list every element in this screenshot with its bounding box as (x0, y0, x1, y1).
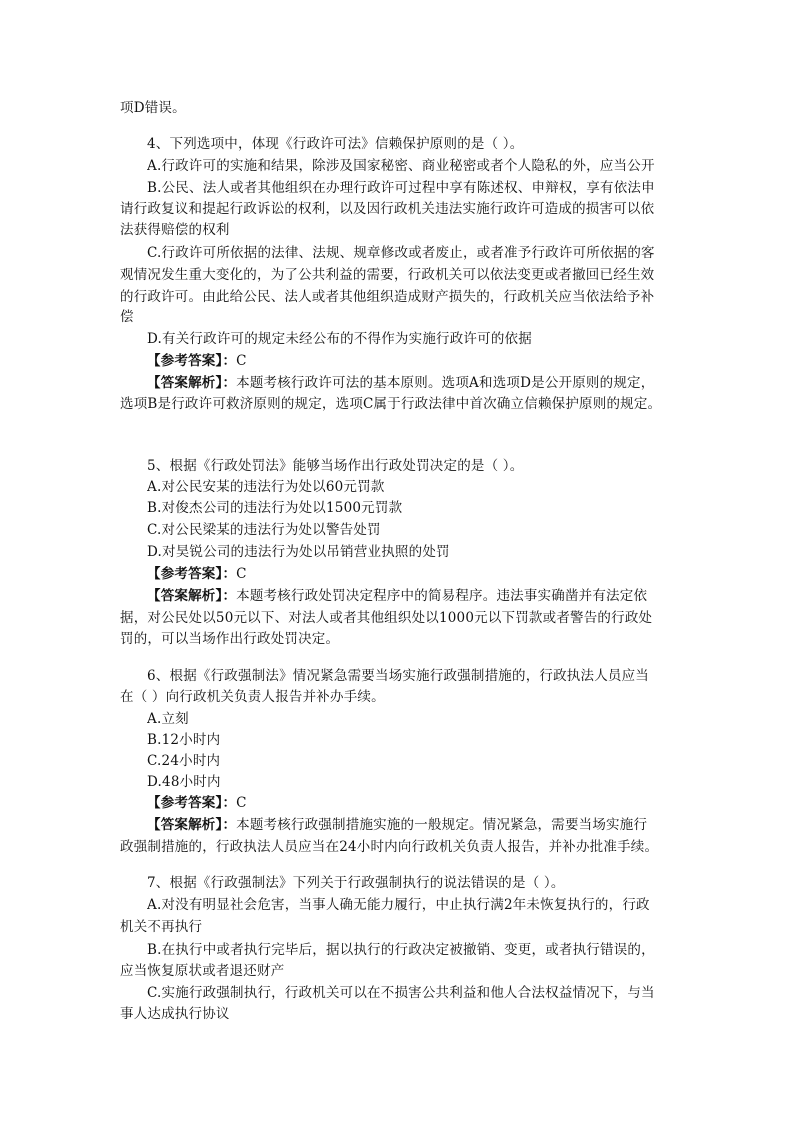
option-a: A.立刻 (147, 711, 189, 727)
label-prefix: 【答案解析】： (147, 817, 237, 833)
label-prefix: 【参考答案】： (147, 353, 237, 369)
label-body: 本题考核行政处罚决定程序中的简易程序。违法事实确凿并有法定依 (236, 588, 648, 604)
reference-answer (147, 350, 707, 372)
label-body: C (236, 566, 247, 582)
text-line: 项D错误。 (120, 100, 186, 116)
text-line: 应当恢复原状或者退还财产 (120, 963, 285, 979)
option-a: A.对公民安某的违法行为处以60元罚款 (147, 479, 385, 495)
question-4: 4、下列选项中，体现《行政许可法》信赖保护原则的是（ ）。 (147, 136, 524, 152)
label-body: 本题考核行政许可法的基本原则。选项A和选项D是公开原则的规定， (236, 375, 655, 391)
option-c: C.24小时内 (147, 753, 221, 769)
text-line: 选项B是行政许可救济原则的规定，选项C属于行政法律中首次确立信赖保护原则的规定。 (120, 396, 662, 412)
question-7: 7、根据《行政强制法》下列关于行政强制执行的说法错误的是（ ）。 (147, 875, 565, 891)
option-c: C.对公民梁某的违法行为处以警告处罚 (147, 522, 381, 538)
label-prefix: 【参考答案】： (147, 795, 237, 811)
label-body: C (236, 353, 247, 369)
option-b: B.对俊杰公司的违法行为处以1500元罚款 (147, 500, 403, 516)
option-d: D.有关行政许可的规定未经公布的不得作为实施行政许可的依据 (147, 331, 532, 347)
option-b: B.公民、法人或者其他组织在办理行政许可过程中享有陈述权、申辩权，享有依法申 (147, 180, 655, 196)
reference-answer (147, 792, 707, 814)
text-line: 法获得赔偿的权利 (120, 222, 230, 238)
label-prefix: 【答案解析】： (147, 588, 237, 604)
answer-analysis (147, 585, 707, 607)
question-5: 5、根据《行政处罚法》能够当场作出行政处罚决定的是（ ）。 (147, 458, 524, 474)
option-c: C.行政许可所依据的法律、法规、规章修改或者废止，或者准予行政许可所依据的客 (147, 245, 655, 261)
option-d: D.48小时内 (147, 774, 221, 790)
answer-analysis (147, 814, 707, 836)
text-line: 据，对公民处以50元以下、对法人或者其他组织处以1000元以下罚款或者警告的行政处 (120, 610, 653, 626)
option-c: C.实施行政强制执行，行政机关可以在不损害公共利益和他人合法权益情况下，与当 (147, 985, 655, 1001)
label-body: 本题考核行政强制措施实施的一般规定。情况紧急，需要当场实施行 (236, 817, 648, 833)
option-b: B.12小时内 (147, 732, 221, 748)
answer-analysis (147, 372, 707, 394)
option-a: A.对没有明显社会危害，当事人确无能力履行，中止执行满2年未恢复执行的，行政 (147, 897, 650, 913)
reference-answer (147, 563, 707, 585)
option-d: D.对昊锐公司的违法行为处以吊销营业执照的处罚 (147, 544, 450, 560)
option-a: A.行政许可的实施和结果，除涉及国家秘密、商业秘密或者个人隐私的外，应当公开 (147, 158, 655, 174)
text-line: 请行政复议和提起行政诉讼的权利，以及因行政机关违法实施行政许可造成的损害可以依 (120, 201, 655, 217)
label-prefix: 【参考答案】： (147, 566, 237, 582)
question-6: 6、根据《行政强制法》情况紧急需要当场实施行政强制措施的，行政执法人员应当 (147, 668, 649, 684)
text-line: 机关不再执行 (120, 919, 203, 935)
text-line: 政强制措施的，行政执法人员应当在24小时内向行政机关负责人报告，并补办批准手续。 (120, 839, 659, 855)
label-prefix: 【答案解析】： (147, 375, 237, 391)
text-line: 的行政许可。由此给公民、法人或者其他组织造成财产损失的，行政机关应当依法给予补 (120, 289, 655, 305)
text-line: 事人达成执行协议 (120, 1006, 230, 1022)
label-body: C (236, 795, 247, 811)
text-line: 观情况发生重大变化的，为了公共利益的需要，行政机关可以依法变更或者撤回已经生效 (120, 267, 655, 283)
text-line: 罚的，可以当场作出行政处罚决定。 (120, 631, 340, 647)
option-b: B.在执行中或者执行完毕后，据以执行的行政决定被撤销、变更，或者执行错误的， (147, 942, 655, 958)
text-line: 偿 (120, 309, 134, 325)
text-line: 在（ ）向行政机关负责人报告并补办手续。 (120, 689, 385, 705)
